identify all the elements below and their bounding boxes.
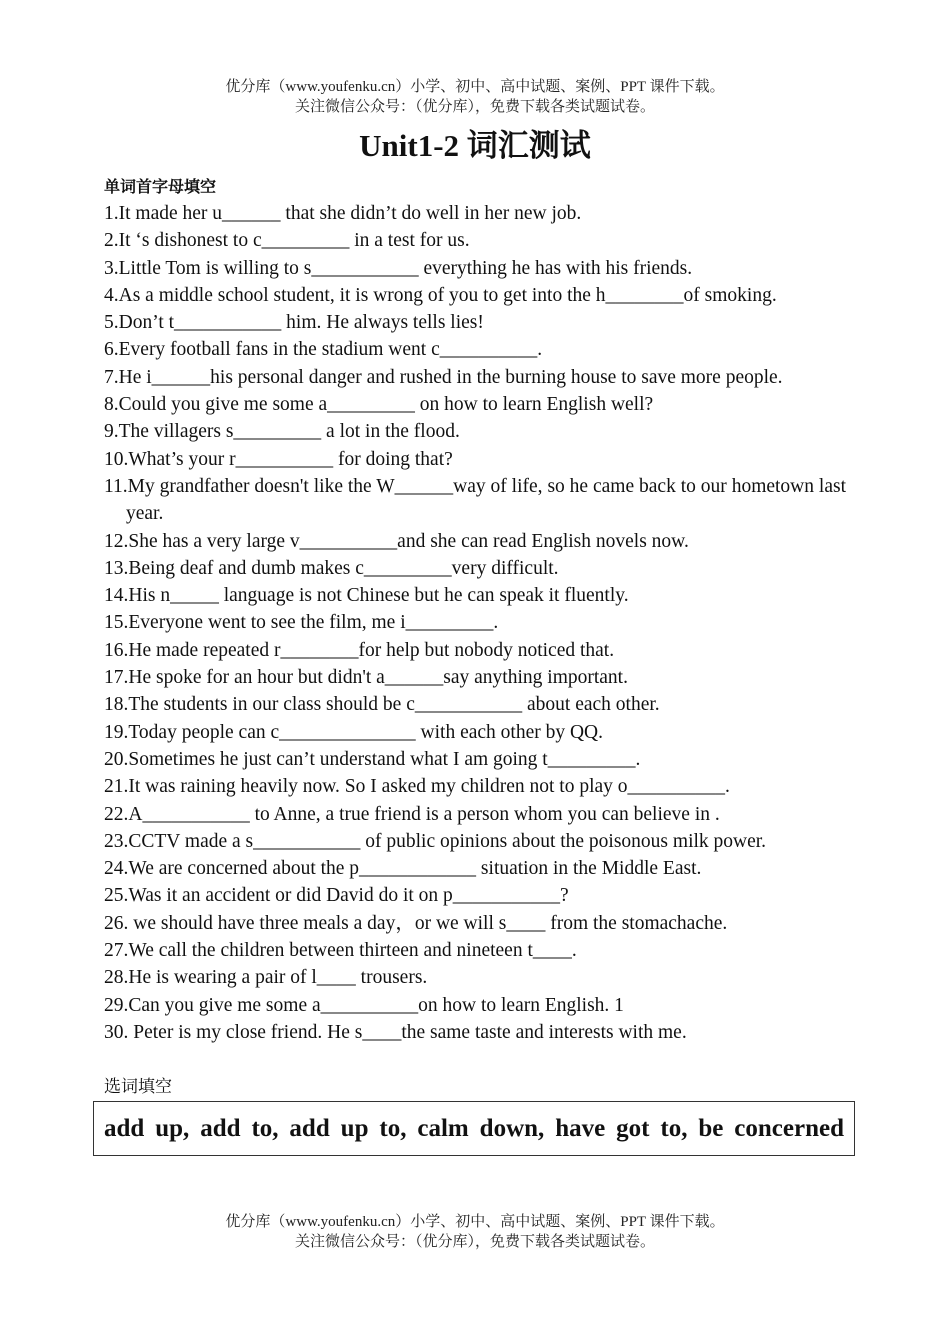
- question-item: 9.The villagers s_________ a lot in the flood.: [104, 421, 460, 443]
- question-item: 14.His n_____ language is not Chinese but he can speak it fluently.: [104, 585, 629, 607]
- question-item: 2.It ‘s dishonest to c_________ in a test for us.: [104, 230, 470, 252]
- question-item: 23.CCTV made a s___________ of public opinions about the poisonous milk power.: [104, 830, 767, 852]
- word-bank-box: [93, 1101, 855, 1156]
- question-item: 24.We are concerned about the p____________ situation in the Middle East.: [104, 858, 702, 880]
- question-item: 22.A___________ to Anne, a true friend is a person whom you can believe in .: [104, 803, 720, 825]
- question-item: 8.Could you give me some a_________ on how to learn English well?: [104, 394, 654, 416]
- question-item: 26. we should have three meals a day，or we will s____ from the stomachache.: [104, 912, 728, 934]
- question-item: 18.The students in our class should be c___________ about each other.: [104, 694, 660, 716]
- question-item: 21.It was raining heavily now. So I asked my children not to play o__________.: [104, 776, 730, 798]
- question-item: 10.What’s your r__________ for doing that?: [104, 448, 453, 470]
- question-item: 1.It made her u______ that she didn’t do well in her new job.: [104, 203, 582, 224]
- question-item: 13.Being deaf and dumb makes c_________very difficult.: [104, 557, 559, 579]
- question-item: 27.We call the children between thirteen and nineteen t____.: [104, 940, 577, 962]
- page-footer: [0, 1212, 950, 1252]
- question-item: 25.Was it an accident or did David do it on p___________?: [104, 885, 569, 907]
- question-item: 28.He is wearing a pair of l____ trousers.: [104, 967, 428, 989]
- question-item: 15.Everyone went to see the film, me i_________.: [104, 612, 499, 634]
- page-header: [0, 77, 950, 117]
- question-item: 4.As a middle school student, it is wrong of you to get into the h________of smoking.: [104, 284, 777, 306]
- question-item: 29.Can you give me some a__________on how to learn English. 1: [104, 994, 624, 1016]
- question-item: 3.Little Tom is willing to s___________ everything he has with his friends.: [104, 257, 693, 279]
- question-item: 16.He made repeated r________for help but nobody noticed that.: [104, 639, 615, 661]
- question-item: 11.My grandfather doesn't like the W______way of life, so he came back to our hometown last year.: [104, 475, 846, 525]
- footer-line-2: 关注微信公众号：（优分库），免费下载各类试题试卷。: [294, 1234, 655, 1250]
- question-item: 7.He i______his personal danger and rushed in the burning house to save more people.: [104, 366, 783, 388]
- question-item: 19.Today people can c______________ with each other by QQ.: [104, 721, 604, 743]
- section-title-word-choice: 选词填空: [104, 1077, 172, 1097]
- header-line-1: 优分库（www.youfenku.cn）小学、初中、高中试题、案例、PPT 课件下载。: [225, 79, 725, 95]
- question-item: 6.Every football fans in the stadium went c__________.: [104, 339, 543, 361]
- question-item: 20.Sometimes he just can’t understand what I am going t_________.: [104, 748, 641, 770]
- question-item: 30. Peter is my close friend. He s____the same taste and interests with me.: [104, 1021, 687, 1043]
- word-bank-text: add up, add to, add up to, calm down, have got to, be concerned: [104, 1115, 844, 1142]
- question-item: 12.She has a very large v__________and she can read English novels now.: [104, 530, 689, 552]
- page-title: Unit1-2 词汇测试: [359, 128, 591, 163]
- question-item: 17.He spoke for an hour but didn't a______say anything important.: [104, 667, 628, 689]
- question-item: 5.Don’t t___________ him. He always tells lies!: [104, 312, 484, 334]
- footer-line-1: 优分库（www.youfenku.cn）小学、初中、高中试题、案例、PPT 课件下载。: [225, 1214, 725, 1230]
- header-line-2: 关注微信公众号：（优分库），免费下载各类试题试卷。: [294, 99, 655, 115]
- section-title-first-letter-fill: 单词首字母填空: [104, 177, 217, 196]
- question-list: [104, 200, 846, 1046]
